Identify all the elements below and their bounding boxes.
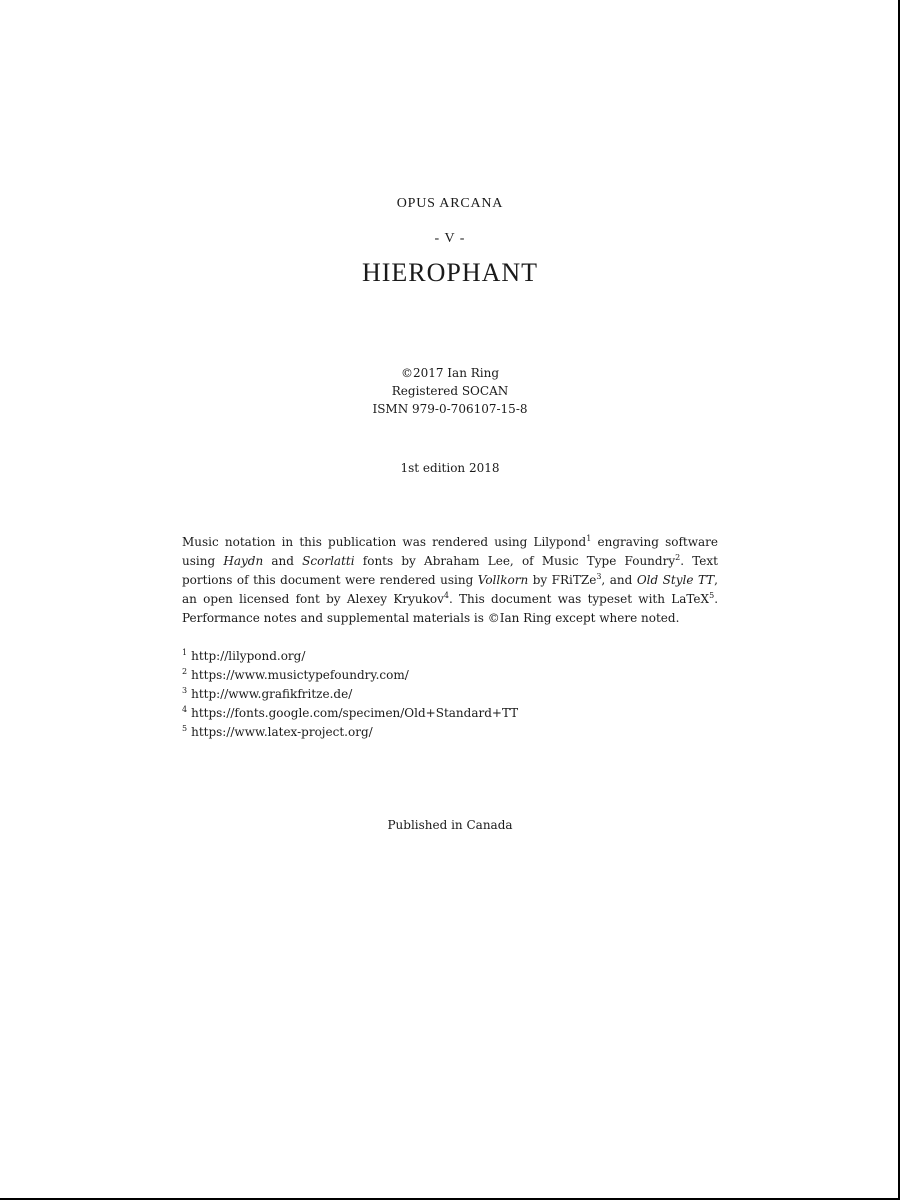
ismn-line: ISMN 979-0-706107-15-8: [372, 402, 528, 416]
credits-paragraph: [182, 533, 718, 628]
page-title: HIEROPHANT: [361, 258, 539, 287]
credits-text: . This document was typeset with LaTeX: [448, 592, 710, 606]
credits-text: by FRiTZe: [528, 573, 597, 587]
credits-text: , an open licensed font by Alexey Kryukov: [182, 573, 718, 606]
footnote-link[interactable]: http://www.grafikfritze.de/: [191, 687, 353, 701]
credits-text: , and: [601, 573, 637, 587]
footnote-item: [182, 723, 718, 742]
footnote-ref: 4: [443, 591, 449, 600]
footnote-item: [182, 666, 718, 685]
footnote-link[interactable]: https://www.musictypefoundry.com/: [191, 668, 409, 682]
footnote-ref: 1: [586, 534, 592, 543]
credits-text: and: [263, 554, 303, 568]
footnote-number: 2: [182, 667, 188, 676]
footnote-item: [182, 685, 718, 704]
credits-text: fonts by Abraham Lee, of Music Type Foundry: [354, 554, 676, 568]
footnote-link[interactable]: http://lilypond.org/: [191, 649, 306, 663]
font-name: Vollkorn: [477, 573, 529, 587]
series-title: OPUS ARCANA: [396, 196, 504, 211]
font-name: Scorlatti: [302, 554, 355, 568]
footnote-number: 3: [182, 686, 188, 695]
credits-text: Music notation in this publication was rendered using Lilypond: [182, 535, 587, 549]
published-line: Published in Canada: [387, 818, 513, 832]
footnote-number: 1: [182, 648, 188, 657]
footnote-list: [182, 647, 718, 742]
credits-text: . Text portions of this document were rendered using: [182, 554, 718, 587]
footnote-number: 5: [182, 724, 188, 733]
edition-line: 1st edition 2018: [400, 461, 500, 475]
footnote-ref: 5: [709, 591, 715, 600]
font-name: Haydn: [223, 554, 264, 568]
credits-text: engraving software using: [182, 535, 718, 568]
footnote-link[interactable]: https://www.latex-project.org/: [191, 725, 373, 739]
copyright-line: ©2017 Ian Ring: [400, 366, 500, 380]
font-name: Old Style TT: [636, 573, 715, 587]
credits-text: . Performance notes and supplemental materials is ©Ian Ring except where noted.: [182, 592, 719, 625]
footnote-link[interactable]: https://fonts.google.com/specimen/Old+Standard+TT: [191, 706, 519, 720]
footnote-item: [182, 704, 718, 723]
copyright-block: [0, 364, 900, 418]
registration-line: Registered SOCAN: [391, 384, 509, 398]
footnote-ref: 2: [675, 553, 681, 562]
footnote-ref: 3: [596, 572, 602, 581]
footnote-number: 4: [182, 705, 188, 714]
opus-number: - V -: [434, 231, 466, 246]
footnote-item: [182, 647, 718, 666]
